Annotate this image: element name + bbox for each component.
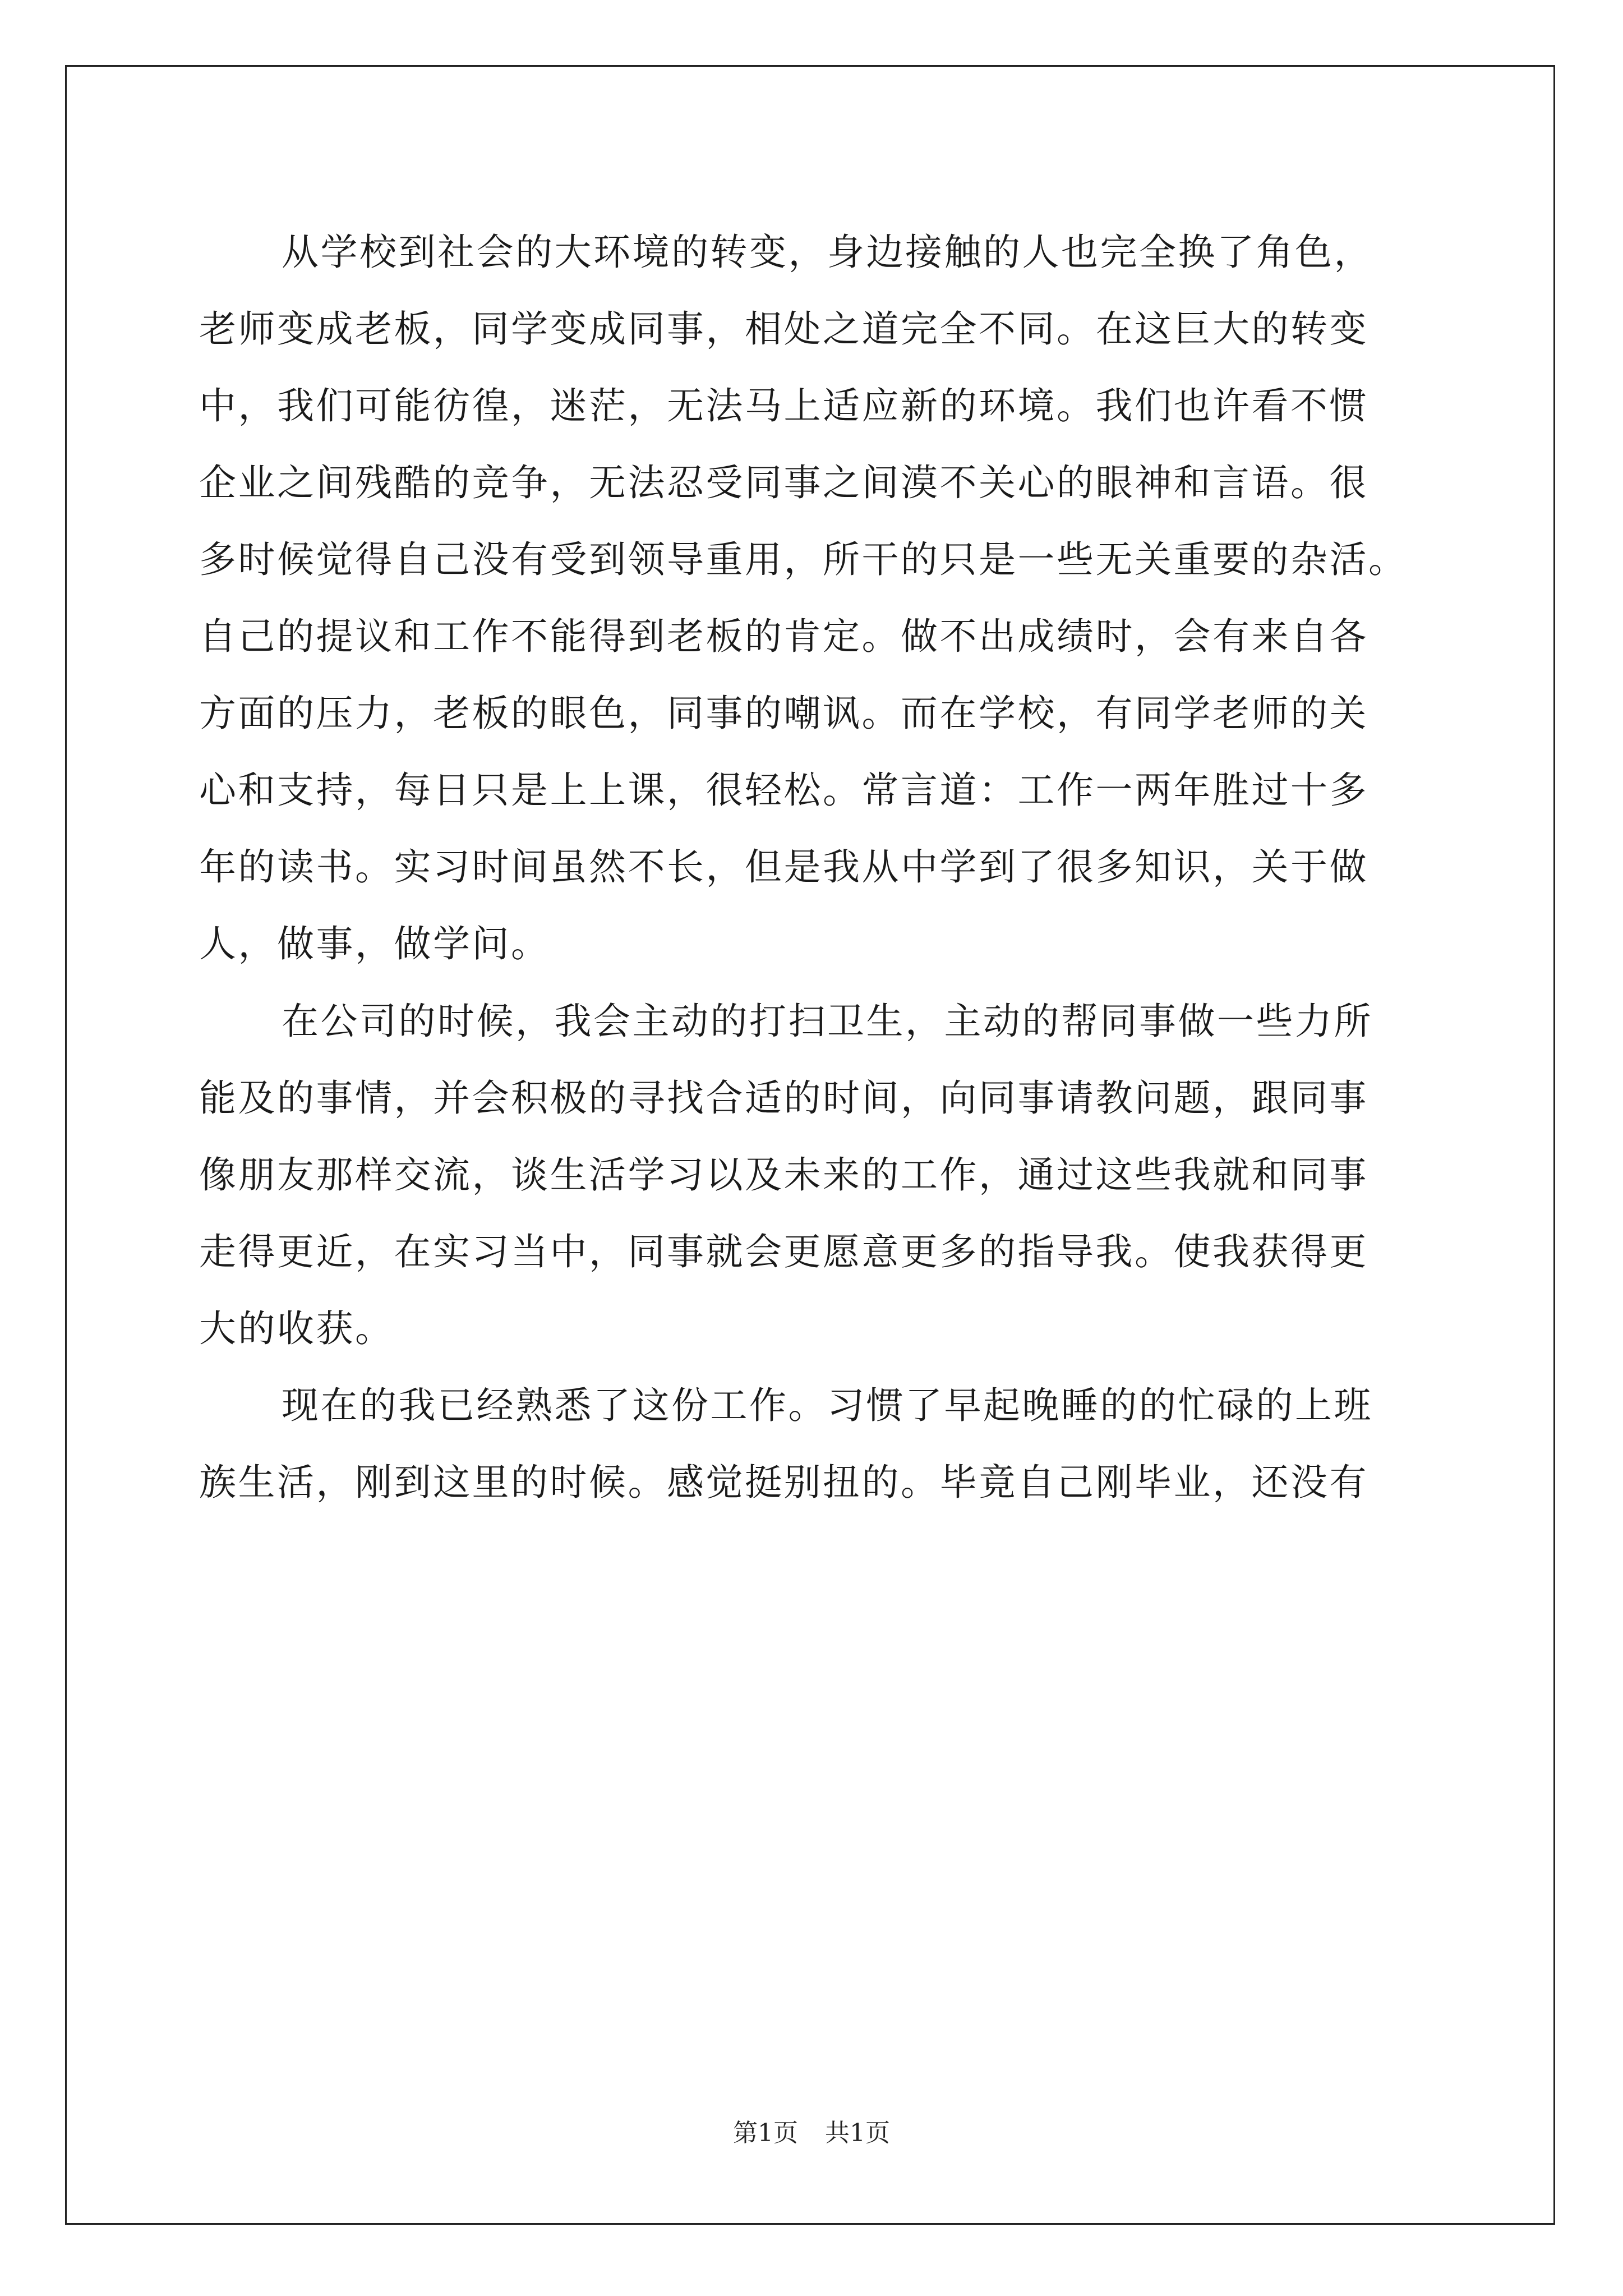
paragraph-1-line-6: 自己的提议和工作不能得到老板的肯定。做不出成绩时，会有来自各	[199, 615, 1368, 658]
paragraph-1-line-1: 从学校到社会的大环境的转变，身边接触的人也完全换了角色，	[282, 231, 1373, 274]
page-footer	[0, 2116, 1623, 2150]
paragraph-1-line-3: 中，我们可能彷徨，迷茫，无法马上适应新的环境。我们也许看不惯	[199, 384, 1368, 427]
page-number-total: 共1页	[825, 2119, 890, 2147]
paragraph-2-line-4: 走得更近，在实习当中，同事就会更愿意更多的指导我。使我获得更	[199, 1230, 1368, 1273]
paragraph-1-line-9: 年的读书。实习时间虽然不长，但是我从中学到了很多知识，关于做	[199, 845, 1368, 889]
page-number-current: 第1页	[733, 2119, 798, 2147]
paragraph-1-line-10: 人，做事，做学问。	[199, 922, 550, 965]
paragraph-1-line-4: 企业之间残酷的竞争，无法忍受同事之间漠不关心的眼神和言语。很	[199, 461, 1368, 504]
paragraph-2-line-1: 在公司的时候，我会主动的打扫卫生，主动的帮同事做一些力所	[282, 1000, 1373, 1043]
paragraph-1-line-7: 方面的压力，老板的眼色，同事的嘲讽。而在学校，有同学老师的关	[199, 692, 1368, 735]
paragraph-3-line-1: 现在的我已经熟悉了这份工作。习惯了早起晚睡的的忙碌的上班	[282, 1384, 1373, 1427]
paragraph-1-line-2: 老师变成老板，同学变成同事，相处之道完全不同。在这巨大的转变	[199, 307, 1368, 351]
paragraph-3-line-2: 族生活，刚到这里的时候。感觉挺别扭的。毕竟自己刚毕业，还没有	[199, 1461, 1368, 1504]
paragraph-2-line-3: 像朋友那样交流，谈生活学习以及未来的工作，通过这些我就和同事	[199, 1153, 1368, 1197]
paragraph-1-line-5: 多时候觉得自己没有受到领导重用，所干的只是一些无关重要的杂活。	[199, 538, 1408, 581]
paragraph-2-line-2: 能及的事情，并会积极的寻找合适的时间，向同事请教问题，跟同事	[199, 1076, 1368, 1120]
paragraph-1-line-8: 心和支持，每日只是上上课，很轻松。常言道：工作一两年胜过十多	[199, 769, 1368, 812]
paragraph-2-line-5: 大的收获。	[199, 1307, 394, 1350]
